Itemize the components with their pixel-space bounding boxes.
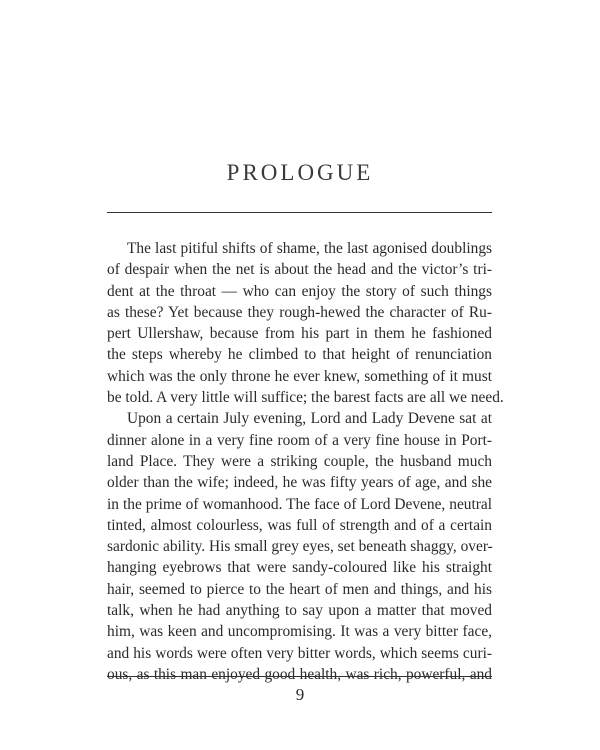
text-line: of despair when the net is about the head and the victor’s tri- <box>107 261 492 279</box>
text-line: be told. A very little will suffice; the barest facts are all we need. <box>107 389 504 407</box>
page-number: 9 <box>295 685 305 704</box>
text-line: as these? Yet because they rough-hewed the character of Ru- <box>107 303 492 321</box>
text-line: land Place. They were a striking couple, the husband much <box>107 452 492 470</box>
text-line: ous, as this man enjoyed good health, was rich, powerful, and <box>107 665 492 683</box>
text-line: Upon a certain July evening, Lord and Lady Devene sat at <box>127 410 492 428</box>
text-line: hair, seemed to pierce to the heart of men and things, and his <box>107 580 492 598</box>
text-line: him, was keen and uncompromising. It was a very bitter face, <box>107 623 492 641</box>
text-line: tinted, almost colourless, was full of strength and of a certain <box>107 516 492 534</box>
text-line: which was the only throne he ever knew, something of it must <box>107 367 492 385</box>
text-line: older than the wife; indeed, he was fifty years of age, and she <box>107 474 492 492</box>
bottom-rule <box>107 676 492 677</box>
text-line: dinner alone in a very fine room of a very fine house in Port- <box>107 431 492 449</box>
text-line: dent at the throat — who can enjoy the story of such things <box>107 282 492 300</box>
chapter-title: PROLOGUE <box>226 160 374 185</box>
text-line: The last pitiful shifts of shame, the last agonised doublings <box>127 240 492 257</box>
text-line: in the prime of womanhood. The face of Lord Devene, neutral <box>107 495 492 513</box>
text-line: sardonic ability. His small grey eyes, set beneath shaggy, over- <box>107 538 493 556</box>
text-line: hanging eyebrows that were sandy-coloured like his straight <box>107 559 492 577</box>
text-line: talk, when he had anything to say upon a matter that moved <box>107 602 492 620</box>
top-rule <box>107 212 492 213</box>
text-line: and his words were often very bitter words, which seems curi- <box>107 644 492 662</box>
text-line: pert Ullershaw, because from his part in them he fashioned <box>107 325 492 343</box>
body-text <box>107 238 504 685</box>
text-line: the steps whereby he climbed to that height of renunciation <box>107 346 492 364</box>
